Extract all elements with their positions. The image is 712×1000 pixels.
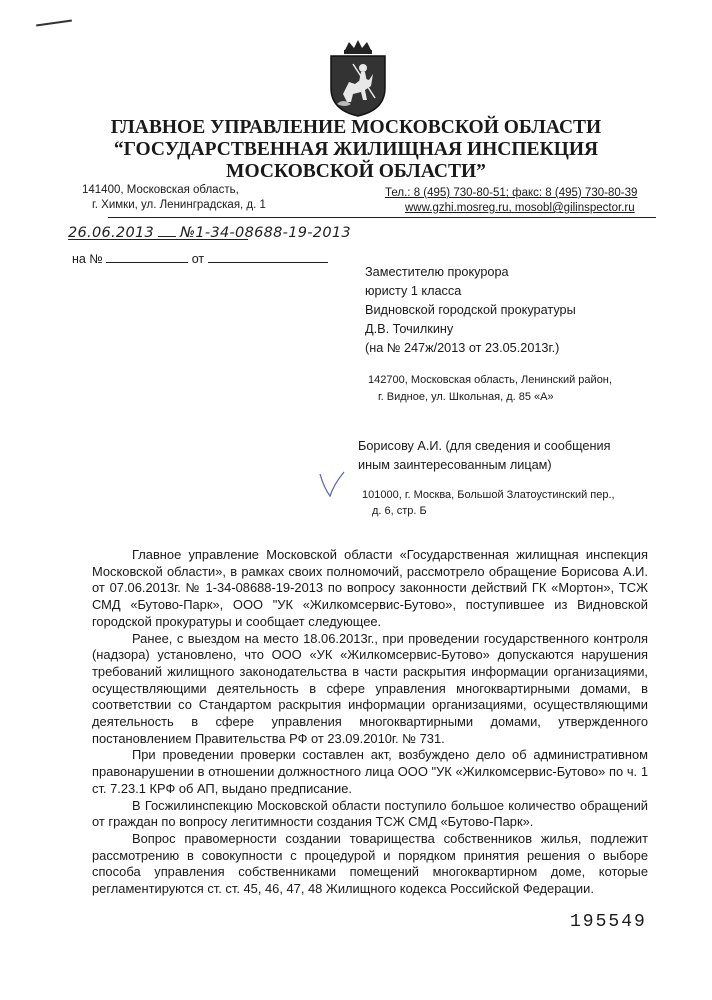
checkmark-icon (318, 470, 346, 500)
agency-title-line-1: ГЛАВНОЕ УПРАВЛЕНИЕ МОСКОВСКОЙ ОБЛАСТИ (110, 117, 602, 138)
body-paragraph-4: В Госжилинспекцию Московской области поступило большое количество обращений от граждан по вопросу легитимности создания ТСЖ СМД «Бутово-Парк». (92, 797, 648, 830)
reference-date-label: от (191, 252, 205, 266)
body-paragraph-1: Главное управление Московской области «Государственная жилищная инспекция Московской области», в рамках своих полномочий, рассмотрело обращение Борисова А.И. от 07.06.2013г. № 1-34-08688-19-2013 по вопросу законности действий ГК «Мортон», ТСЖ СМД «Бутово-Парк», ООО "УК «Жилкомсервис-Бутово», поступившее из Видновской городской прокуратуры и сообщает следующее. (92, 547, 648, 629)
outgoing-number: №1-34-08688-19-2013 (180, 225, 351, 241)
body-paragraph-3: При проведении проверки составлен акт, возбуждено дело об административном правонарушении в отношении должностного лица ООО "УК «Жилкомсервис-Бутово» по ч. 1 ст. 7.23.1 КРФ об АП, выдано предписание. (92, 747, 648, 796)
outgoing-date: 26.06.2013 (68, 225, 155, 241)
agency-title-line-2: “ГОСУДАРСТВЕННАЯ ЖИЛИЩНАЯ ИНСПЕКЦИЯ (113, 139, 599, 160)
header-divider (108, 217, 656, 218)
recipient-2-line-1: Борисову А.И. (для сведения и сообщения (358, 439, 611, 453)
agency-address-line-1: 141400, Московская область, (82, 184, 239, 196)
outgoing-date-underline (68, 239, 248, 240)
recipient-2-address-line-1: 101000, г. Москва, Большой Златоустинский пер., (362, 489, 615, 501)
recipient-1-line-3: Видновской городской прокуратуры (365, 303, 576, 317)
recipient-2-line-2: иным заинтересованным лицам) (358, 458, 552, 472)
recipient-1-line-2: юристу 1 класса (365, 284, 462, 298)
recipient-1 (365, 263, 576, 358)
agency-web-email: www.gzhi.mosreg.ru, mosobl@gilinspector.ru (405, 202, 635, 214)
body-paragraph-2: Ранее, с выездом на место 18.06.2013г., при проведении государственного контроля (надзора) установлено, что ООО «УК «Жилкомсервис-Бутово» допускаются нарушения требований жилищного законодательства в части раскрытия информации организациями, осуществляющими деятельность в сфере управления многоквартирными домами, в соответствии со Стандартом раскрытия информации организациями, осуществляющими деятельность в сфере управления многоквартирными домами, утвержденного постановлением Правительства РФ от 23.09.2010г. № 731. (92, 630, 648, 746)
reference-number-field (106, 250, 188, 263)
recipient-2 (358, 437, 610, 475)
agency-phone: Тел.: 8 (495) 730-80-51; факс: 8 (495) 730-80-39 (385, 187, 638, 199)
recipient-1-line-4: Д.В. Точилкину (365, 322, 454, 336)
moscow-oblast-coat-of-arms-icon (323, 38, 393, 118)
recipient-1-address-line-2: г. Видное, ул. Школьная, д. 85 «А» (378, 391, 554, 403)
letter-body (92, 547, 648, 898)
corner-pen-mark (36, 20, 72, 27)
agency-address-line-2: г. Химки, ул. Ленинградская, д. 1 (92, 199, 266, 211)
recipient-1-line-1: Заместителю прокурора (365, 265, 509, 279)
reference-number-label: на № (72, 252, 103, 266)
agency-title-line-3: МОСКОВСКОЙ ОБЛАСТИ” (226, 161, 486, 182)
recipient-1-address-line-1: 142700, Московская область, Ленинский район, (368, 374, 612, 386)
serial-stamp-number: 195549 (570, 912, 647, 932)
recipient-1-line-5: (на № 247ж/2013 от 23.05.2013г.) (365, 341, 560, 355)
reference-date-field (208, 250, 328, 263)
body-paragraph-5: Вопрос правомерности создании товарищества собственников жилья, подлежит рассмотрению в совокупности с процедурой и порядком принятия решения о выборе способа управления собственниками помещений многоквартирном доме, которые регламентируются ст. ст. 45, 46, 47, 48 Жилищного кодекса Российской Федерации. (92, 830, 648, 897)
recipient-2-address-line-2: д. 6, стр. Б (372, 505, 427, 517)
reference-line (72, 250, 328, 266)
